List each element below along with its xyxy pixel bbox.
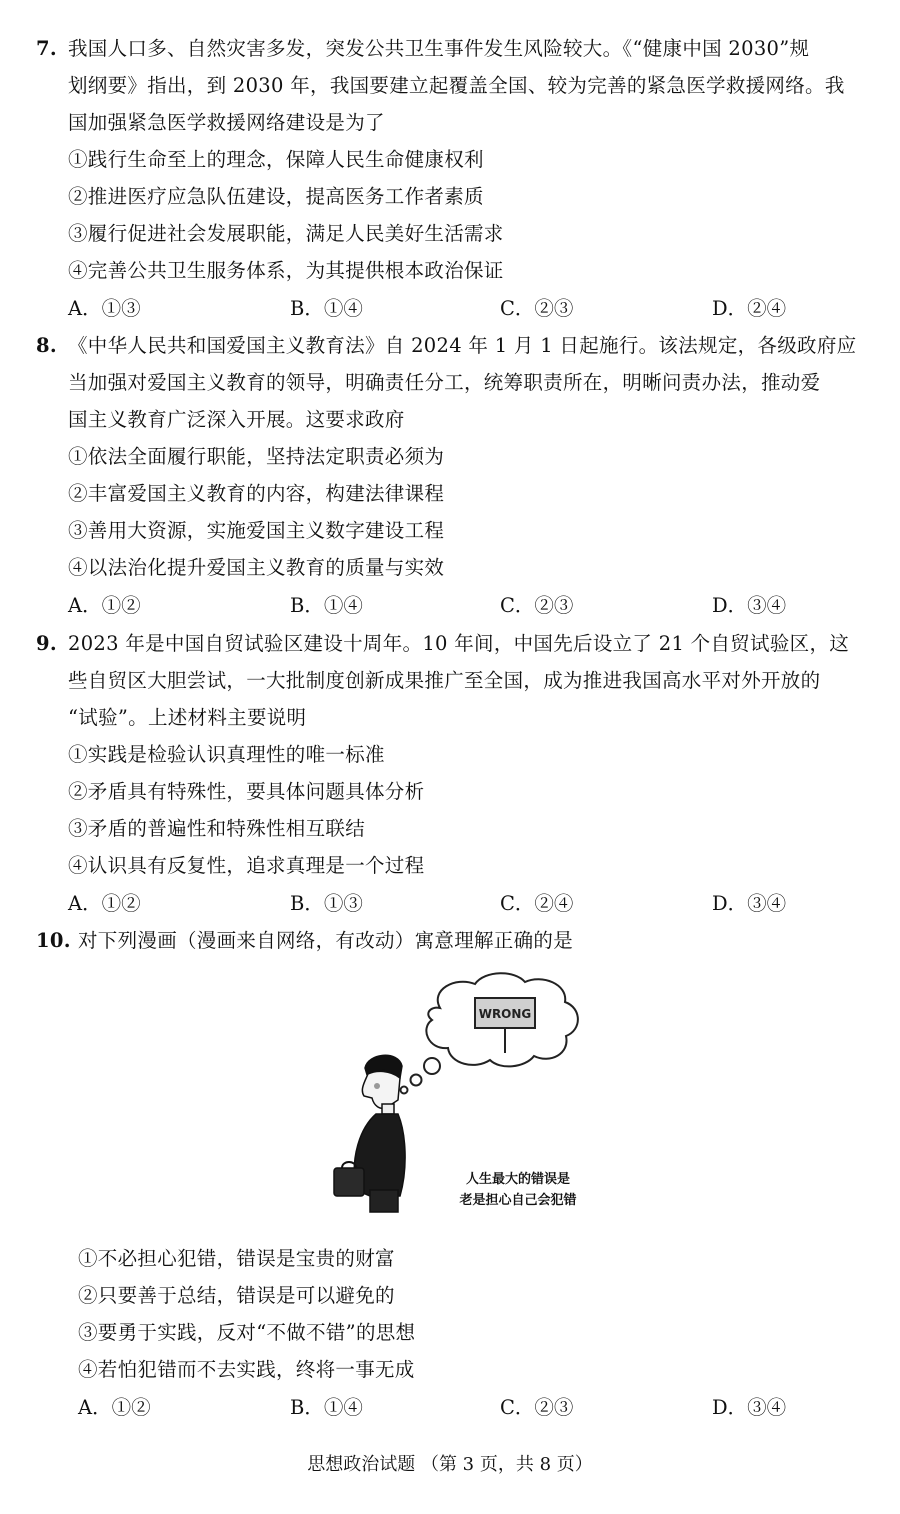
q9-stem-line-2: 些自贸区大胆尝试，一大批制度创新成果推广至全国，成为推进我国高水平对外开放的 [68,669,821,692]
q9-statement-3: ③矛盾的普遍性和特殊性相互联结 [68,817,366,840]
q8-option-c[interactable]: C．②③ [500,594,574,617]
cartoon-caption-line-2: 老是担心自己会犯错 [459,1193,577,1208]
page-footer: 思想政治试题 （第 3 页，共 8 页） [307,1454,593,1475]
q8-option-d[interactable]: D．③④ [712,594,787,617]
q9-stem-line-1: 2023 年是中国自贸试验区建设十周年。10 年间，中国先后设立了 21 个自贸试验区，这 [68,632,850,655]
q8-stem-line-2: 当加强对爱国主义教育的领导，明确责任分工，统筹职责所在，明晰问责办法，推动爱 [68,371,821,394]
q10-statement-3: ③要勇于实践，反对“不做不错”的思想 [78,1321,416,1344]
q8-option-a[interactable]: A．①② [68,594,141,617]
q7-stem-line-2: 划纲要》指出，到 2030 年，我国要建立起覆盖全国、较为完善的紧急医学救援网络。我 [68,74,845,97]
q7-statement-1: ①践行生命至上的理念，保障人民生命健康权利 [68,148,484,171]
q9-statement-1: ①实践是检验认识真理性的唯一标准 [68,743,385,766]
q7-statement-4: ④完善公共卫生服务体系，为其提供根本政治保证 [68,259,504,282]
q10-stem-line-1: 对下列漫画（漫画来自网络，有改动）寓意理解正确的是 [78,929,574,952]
q7-stem-line-1: 我国人口多、自然灾害多发，突发公共卫生事件发生风险较大。《“健康中国 2030”规 [68,37,810,60]
q10-option-b[interactable]: B．①④ [290,1396,363,1419]
man-figure [334,1055,405,1212]
q9-stem-line-3: “试验”。上述材料主要说明 [68,706,307,729]
q8-statement-2: ②丰富爱国主义教育的内容，构建法律课程 [68,482,445,505]
q9-option-a[interactable]: A．①② [68,892,141,915]
q10-statement-2: ②只要善于总结，错误是可以避免的 [78,1284,395,1307]
q9-number: 9. [36,632,57,655]
cartoon-illustration [320,968,590,1218]
q9-statement-4: ④认识具有反复性，追求真理是一个过程 [68,854,425,877]
wrong-sign-text: WRONG [478,1007,532,1021]
q10-option-a[interactable]: A．①② [78,1396,151,1419]
q10-statement-1: ①不必担心犯错，错误是宝贵的财富 [78,1247,395,1270]
cartoon-svg [320,968,590,1218]
q9-option-c[interactable]: C．②④ [500,892,574,915]
q8-statement-3: ③善用大资源，实施爱国主义数字建设工程 [68,519,445,542]
q10-option-c[interactable]: C．②③ [500,1396,574,1419]
q10-option-d[interactable]: D．③④ [712,1396,787,1419]
q9-option-b[interactable]: B．①③ [290,892,363,915]
q10-number: 10. [36,929,71,952]
q8-statement-1: ①依法全面履行职能，坚持法定职责必须为 [68,445,445,468]
q8-stem-line-3: 国主义教育广泛深入开展。这要求政府 [68,408,405,431]
q8-option-b[interactable]: B．①④ [290,594,363,617]
q7-option-b[interactable]: B．①④ [290,297,363,320]
thought-cloud [401,973,578,1093]
q9-option-d[interactable]: D．③④ [712,892,787,915]
q8-statement-4: ④以法治化提升爱国主义教育的质量与实效 [68,556,445,579]
q10-statement-4: ④若怕犯错而不去实践，终将一事无成 [78,1358,415,1381]
q7-statement-2: ②推进医疗应急队伍建设，提高医务工作者素质 [68,185,484,208]
q7-option-a[interactable]: A．①③ [68,297,141,320]
q9-statement-2: ②矛盾具有特殊性，要具体问题具体分析 [68,780,425,803]
q7-stem-line-3: 国加强紧急医学救援网络建设是为了 [68,111,385,134]
cartoon-caption-line-1: 人生最大的错误是 [465,1172,571,1187]
q7-statement-3: ③履行促进社会发展职能，满足人民美好生活需求 [68,222,504,245]
q8-stem-line-1: 《中华人民共和国爱国主义教育法》自 2024 年 1 月 1 日起施行。该法规定，各级政府应 [68,334,857,357]
q7-number: 7. [36,37,57,60]
q7-option-c[interactable]: C．②③ [500,297,574,320]
q8-number: 8. [36,334,57,357]
q7-option-d[interactable]: D．②④ [712,297,787,320]
